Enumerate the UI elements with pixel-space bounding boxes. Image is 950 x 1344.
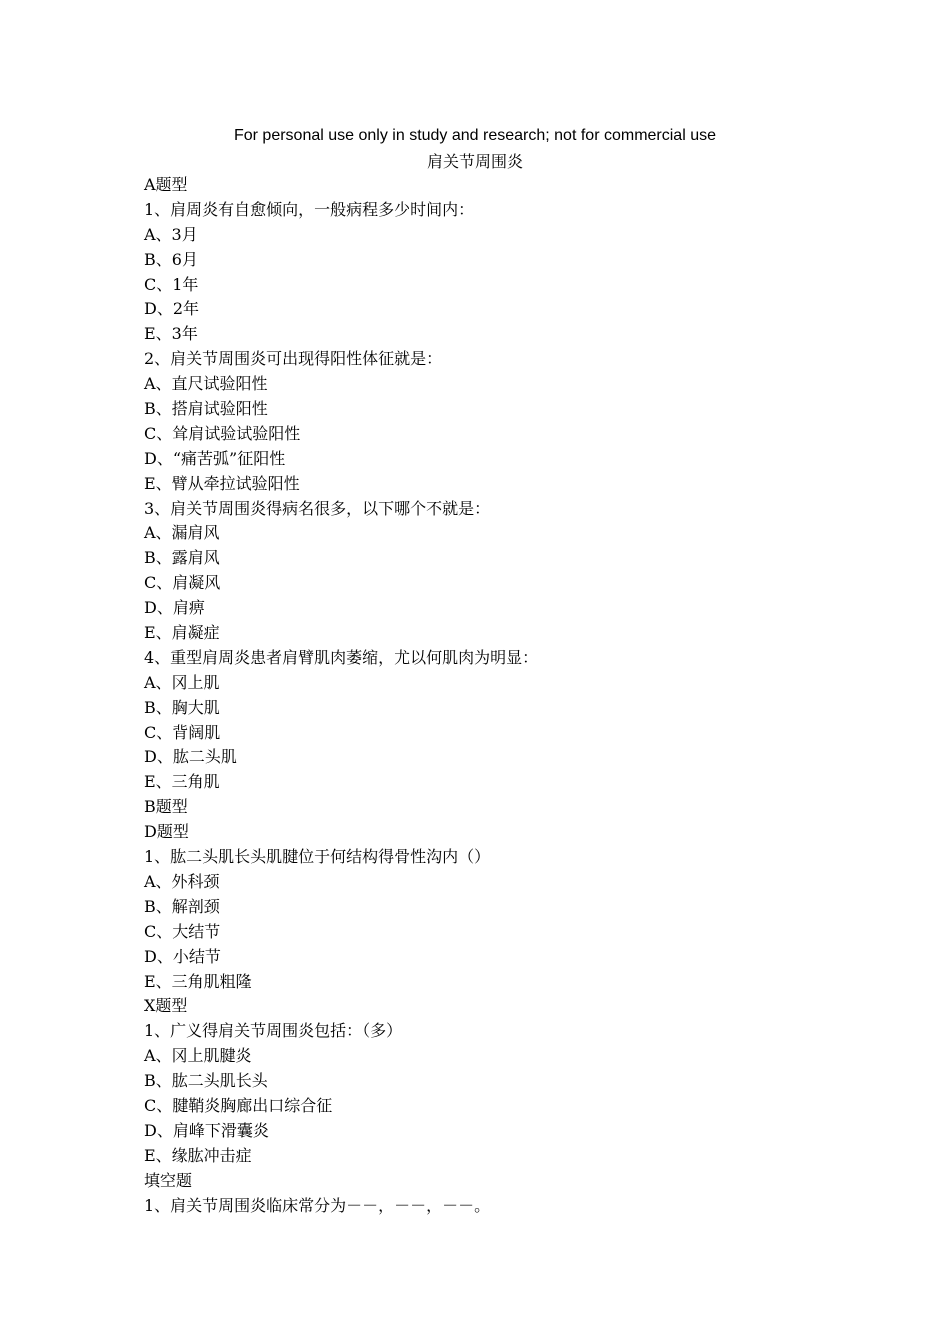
text-line: D、2年 — [144, 299, 200, 319]
text-line: B、解剖颈 — [144, 896, 220, 916]
text-line: A、冈上肌 — [144, 672, 220, 692]
text-line: 1、肩周炎有自愈倾向，一般病程多少时间内： — [144, 199, 475, 219]
usage-notice: For personal use only in study and research; not for commercial use — [233, 127, 716, 144]
text-line: A、冈上肌腱炎 — [144, 1046, 252, 1066]
text-line: 1、广义得肩关节周围炎包括：（多） — [144, 1021, 403, 1041]
text-line: D、小结节 — [144, 946, 221, 966]
document-title: 肩关节周围炎 — [426, 152, 523, 171]
text-line: C、背阔肌 — [144, 722, 221, 742]
text-line: C、耸肩试验试验阳性 — [144, 423, 301, 443]
text-line: D、“痛苦弧”征阳性 — [144, 448, 286, 468]
text-line: E、三角肌粗隆 — [144, 971, 252, 991]
text-line: A、3月 — [144, 224, 198, 244]
text-line: D、肩峰下滑囊炎 — [144, 1120, 269, 1140]
text-line: C、1年 — [144, 274, 199, 294]
text-line: E、三角肌 — [144, 772, 220, 792]
text-line: B、胸大肌 — [144, 697, 220, 717]
text-line: B、搭肩试验阳性 — [144, 399, 268, 419]
text-line: B、肱二头肌长头 — [144, 1071, 268, 1091]
text-line: A、漏肩风 — [144, 523, 220, 543]
text-line: D题型 — [144, 822, 189, 842]
text-line: C、肩凝风 — [144, 573, 221, 593]
text-line: C、腱鞘炎胸廊出口综合征 — [144, 1095, 333, 1115]
text-line: A、外科颈 — [144, 871, 220, 891]
text-line: E、肩凝症 — [144, 623, 220, 643]
text-line: C、大结节 — [144, 921, 221, 941]
text-line: E、臂从牵拉试验阳性 — [144, 473, 300, 493]
text-line: B、6月 — [144, 249, 198, 269]
text-line: A题型 — [144, 175, 188, 194]
text-line: 1、肱二头肌长头肌腱位于何结构得骨性沟内（） — [144, 847, 491, 867]
text-line: 1、肩关节周围炎临床常分为－－，－－，－－。 — [144, 1195, 491, 1215]
text-line: D、肱二头肌 — [144, 747, 237, 767]
text-line: 填空题 — [144, 1170, 193, 1190]
text-line: 3、肩关节周围炎得病名很多，以下哪个不就是： — [144, 498, 491, 518]
text-line: E、缘肱冲击症 — [144, 1145, 252, 1165]
text-line: X题型 — [144, 996, 188, 1016]
text-line: D、肩痹 — [144, 598, 205, 618]
text-line: 4、重型肩周炎患者肩臂肌肉萎缩，尤以何肌肉为明显： — [144, 647, 539, 667]
text-line: A、直尺试验阳性 — [144, 374, 268, 394]
text-line: B、露肩风 — [144, 548, 220, 568]
text-line: E、3年 — [144, 324, 198, 344]
text-line: B题型 — [144, 797, 188, 817]
text-line: 2、肩关节周围炎可出现得阳性体征就是： — [144, 349, 443, 369]
question-list — [144, 173, 844, 1218]
